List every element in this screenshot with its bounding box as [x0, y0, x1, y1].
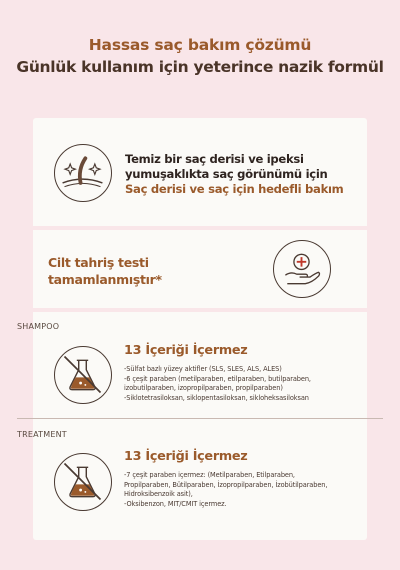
- hair-sparkle-icon: [54, 144, 112, 202]
- treatment-title: 13 İçeriği İçermez: [124, 449, 248, 464]
- treatment-label: TREATMENT: [17, 430, 67, 439]
- list-item: -Siklotetrasiloksan, siklopentasiloksan, sikloheksasiloksan: [124, 393, 309, 402]
- scalp-care-line-1: Temiz bir saç derisi ve ipeksi: [125, 152, 304, 166]
- skin-test-section: [33, 230, 367, 308]
- list-item: izobutilparaben, izopropilparaben, propilparaben): [124, 384, 283, 393]
- no-chemical-icon: [54, 453, 112, 511]
- feature-card: [17, 118, 367, 540]
- list-item: Hidroksibenzoik asit),: [124, 490, 193, 499]
- header: [0, 36, 400, 76]
- divider: [33, 308, 367, 312]
- scalp-care-line-2: yumuşaklıkta saç görünümü için: [125, 167, 328, 181]
- list-item: -7 çeşit paraben içermez: (Metilparaben, Etilparaben,: [124, 471, 295, 479]
- shampoo-title: 13 İçeriği İçermez: [124, 343, 248, 358]
- scalp-care-line-3: Saç derisi ve saç için hedefli bakım: [125, 182, 344, 196]
- skin-test-line-1: Cilt tahriş testi: [48, 255, 149, 270]
- no-chemical-icon: [54, 346, 112, 404]
- scalp-care-section: [33, 118, 367, 226]
- section-separator: [17, 418, 383, 419]
- scalp-care-text: [125, 152, 363, 197]
- hand-cross-icon: [273, 240, 331, 298]
- skin-test-line-2: tamamlanmıştır*: [48, 272, 162, 287]
- skin-test-text: [48, 254, 162, 288]
- list-item: -Oksibenzon, MIT/CMIT içermez.: [124, 499, 227, 508]
- shampoo-ingredient-list: [124, 365, 364, 403]
- treatment-ingredient-list: [124, 471, 364, 509]
- list-item: Propilparaben, Bütilparaben, İzopropilparaben, İzobütilparaben,: [124, 480, 328, 489]
- list-item: -Sülfat bazlı yüzey aktifler (SLS, SLES, ALS, ALES): [124, 365, 282, 373]
- list-item: -6 çeşit paraben (metilparaben, etilparaben, butilparaben,: [124, 374, 311, 383]
- page-subtitle: Günlük kullanım için yeterince nazik formül: [16, 58, 384, 76]
- page-title: Hassas saç bakım çözümü: [88, 36, 312, 54]
- shampoo-label: SHAMPOO: [17, 322, 60, 331]
